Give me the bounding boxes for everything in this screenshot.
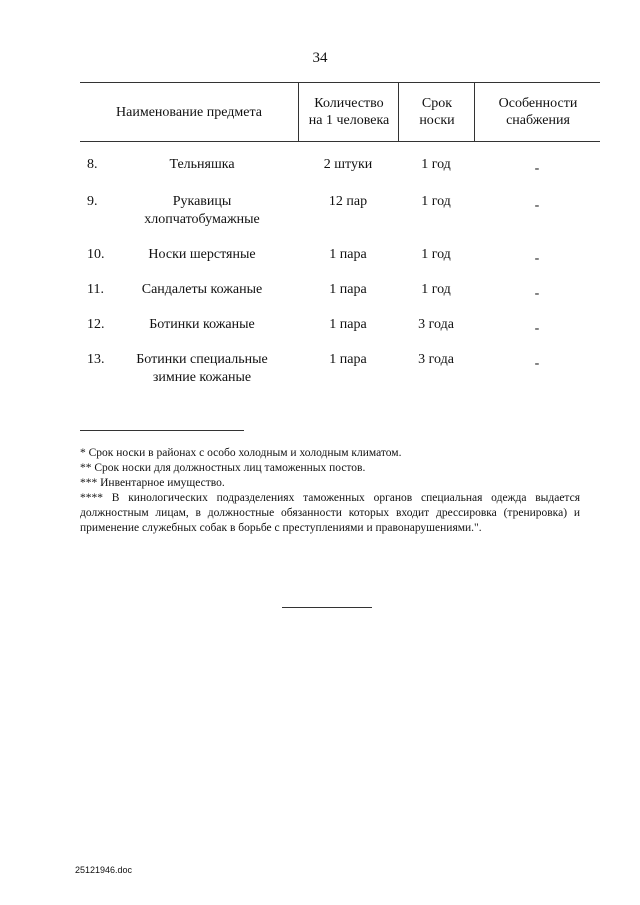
table-row [80,156,600,193]
row-item-name: Ботинки кожаные [149,317,255,332]
row-quantity: 2 штуки [323,157,373,172]
footnotes [80,446,580,536]
table-row [80,316,600,351]
row-wear-term: 3 года [418,317,454,332]
row-number: 12. [87,317,105,332]
footnote: **** В кинологических подразделениях таможенных органов специальная одежда выдается должностным лицам, в должностные обязанности которых входит дрессировка (тренировка) и применение служебных собак в борьбе с преступлениями и правонарушениями.". [80,492,580,534]
row-wear-term: 1 год [421,194,451,209]
page-number: 34 [312,50,328,66]
table-row [80,281,600,316]
row-quantity: 1 пара [329,352,367,367]
table-row [80,246,600,281]
row-quantity: 12 пар [328,194,368,209]
row-item-name: Ботинки специальные зимние кожаные [136,352,268,385]
row-quantity: 1 пара [329,247,367,262]
header-wear-term: Срок носки [398,83,475,141]
header-quantity: Количество на 1 человека [298,83,399,141]
table-row [80,193,600,246]
footnote: * Срок носки в районах с особо холодным и холодным климатом. [80,447,402,459]
row-wear-term: 1 год [421,157,451,172]
row-supply-features: - [534,321,540,336]
row-supply-features: - [534,161,540,176]
header-supply-features: Особенности снабжения [474,83,601,141]
document-file-code: 25121946.doc [75,865,133,875]
row-wear-term: 1 год [421,282,451,297]
footnote-separator [80,430,244,431]
header-item-name: Наименование предмета [116,104,262,120]
row-item-name: Рукавицы хлопчатобумажные [144,194,260,227]
supply-table [80,82,600,391]
row-supply-features: - [534,356,540,371]
row-number: 11. [87,282,104,297]
table-header [80,82,600,142]
row-number: 10. [87,247,105,262]
footnote: ** Срок носки для должностных лиц таможенных постов. [80,462,366,474]
row-wear-term: 3 года [418,352,454,367]
row-item-name: Носки шерстяные [148,247,256,262]
row-quantity: 1 пара [329,317,367,332]
row-supply-features: - [534,251,540,266]
footnote: *** Инвентарное имущество. [80,477,225,489]
row-supply-features: - [534,198,540,213]
row-quantity: 1 пара [329,282,367,297]
row-supply-features: - [534,286,540,301]
row-wear-term: 1 год [421,247,451,262]
row-number: 8. [87,157,98,172]
row-item-name: Сандалеты кожаные [141,282,263,297]
end-of-section-rule [282,607,372,608]
row-item-name: Тельняшка [169,157,235,172]
row-number: 9. [87,194,98,209]
row-number: 13. [87,352,105,367]
table-row [80,351,600,391]
